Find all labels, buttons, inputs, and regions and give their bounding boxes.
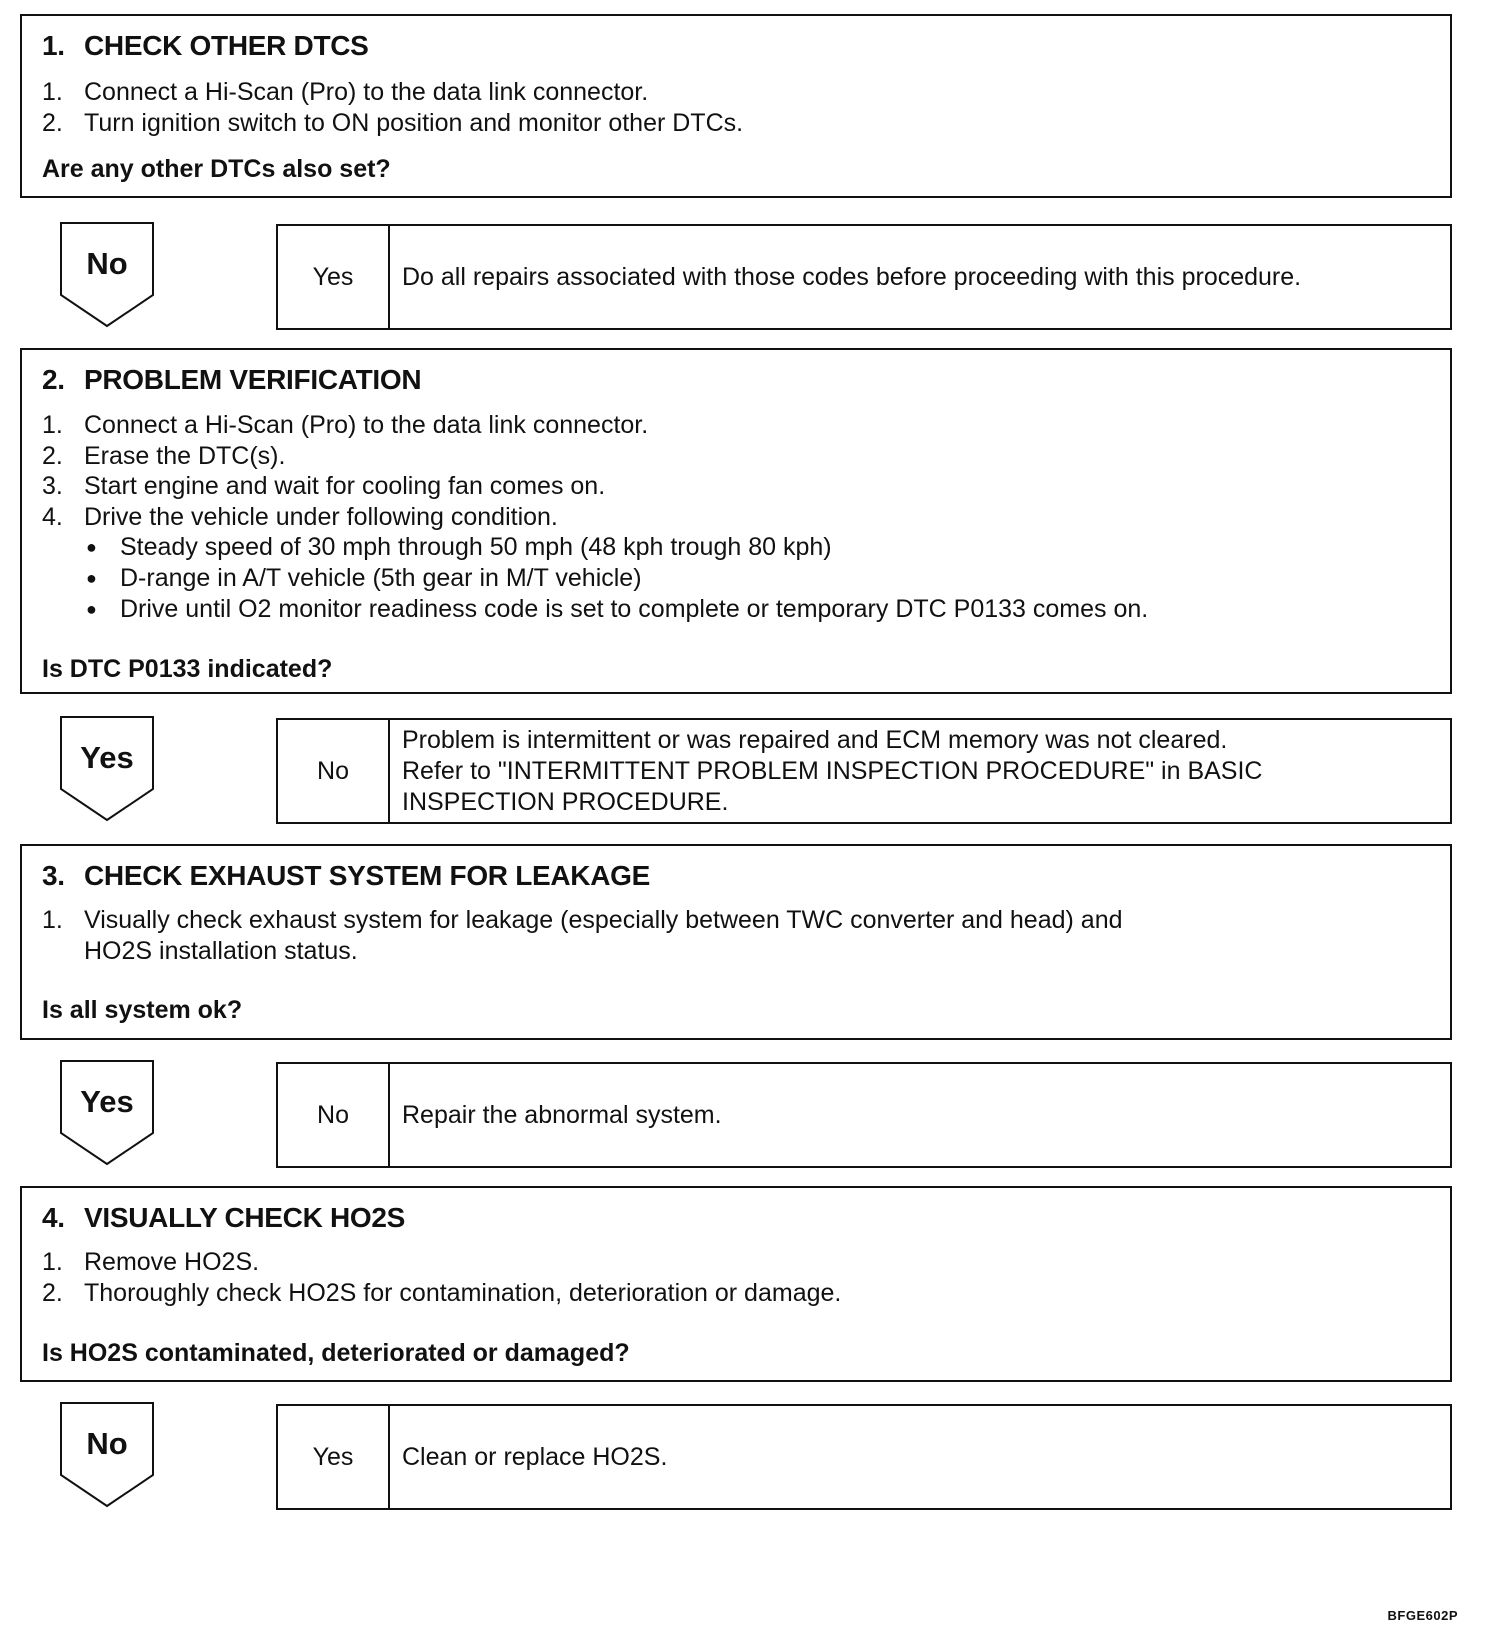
bullet-dot-icon: ●	[86, 568, 97, 588]
step-1-box	[20, 14, 1452, 198]
step-4-continue-label: No	[86, 1426, 128, 1461]
step-2-branch-action	[402, 720, 1440, 822]
step-1-item-1: 1. Connect a Hi-Scan (Pro) to the data link connector.	[42, 78, 649, 106]
step-4-question: Is HO2S contaminated, deteriorated or damaged?	[42, 1339, 630, 1367]
step-4-branch-answer: Yes	[278, 1406, 390, 1508]
step-4-box	[20, 1186, 1452, 1382]
step-3-branch-action: Repair the abnormal system.	[402, 1100, 722, 1129]
step-1-title: 1. CHECK OTHER DTCS	[42, 30, 369, 61]
figure-code: BFGE602P	[1387, 1608, 1458, 1623]
step-4-branch	[276, 1404, 1452, 1510]
step-3-box	[20, 844, 1452, 1040]
step-3-question: Is all system ok?	[42, 996, 243, 1024]
step-2-item-3: 3. Start engine and wait for cooling fan comes on.	[42, 472, 606, 500]
step-1-branch	[276, 224, 1452, 330]
step-3-continue-label: Yes	[80, 1084, 134, 1119]
step-2-box	[20, 348, 1452, 694]
step-2-branch-action-line-3: INSPECTION PROCEDURE.	[402, 787, 729, 816]
bullet-dot-icon: ●	[86, 599, 97, 619]
step-2-question: Is DTC P0133 indicated?	[42, 655, 333, 683]
step-4-continue-arrow	[60, 1402, 154, 1508]
step-3-item-1-continued: HO2S installation status.	[84, 937, 358, 965]
step-2-continue-label: Yes	[80, 740, 134, 775]
step-4-item-2: 2. Thoroughly check HO2S for contamination, deterioration or damage.	[42, 1279, 842, 1307]
step-1-continue-arrow	[60, 222, 154, 328]
step-2-branch-action-line-2: Refer to "INTERMITTENT PROBLEM INSPECTION PROCEDURE" in BASIC	[402, 756, 1263, 785]
step-3-title: 3. CHECK EXHAUST SYSTEM FOR LEAKAGE	[42, 860, 650, 891]
step-1-branch-action: Do all repairs associated with those codes before proceeding with this procedure.	[402, 262, 1302, 291]
step-2-bullet-3: ● Drive until O2 monitor readiness code is set to complete or temporary DTC P0133 comes on.	[86, 595, 1149, 623]
step-3-branch	[276, 1062, 1452, 1168]
step-4-title: 4. VISUALLY CHECK HO2S	[42, 1202, 406, 1233]
step-2-branch-action-line-1: Problem is intermittent or was repaired and ECM memory was not cleared.	[402, 725, 1228, 754]
step-4-item-1: 1. Remove HO2S.	[42, 1248, 260, 1276]
step-2-item-4: 4. Drive the vehicle under following condition.	[42, 503, 558, 531]
step-1-item-2: 2. Turn ignition switch to ON position and monitor other DTCs.	[42, 109, 744, 137]
step-1-continue-label: No	[86, 246, 128, 281]
step-2-item-2: 2. Erase the DTC(s).	[42, 442, 286, 470]
step-2-item-1: 1. Connect a Hi-Scan (Pro) to the data link connector.	[42, 411, 649, 439]
step-2-continue-arrow	[60, 716, 154, 822]
bullet-dot-icon: ●	[86, 537, 97, 557]
step-3-item-1: 1. Visually check exhaust system for leakage (especially between TWC converter and head) and	[42, 906, 1123, 934]
step-2-bullet-1: ● Steady speed of 30 mph through 50 mph (48 kph trough 80 kph)	[86, 533, 832, 561]
step-3-continue-arrow	[60, 1060, 154, 1166]
step-2-branch-answer: No	[278, 720, 390, 822]
step-1-question: Are any other DTCs also set?	[42, 155, 391, 183]
step-2-bullet-2: ● D-range in A/T vehicle (5th gear in M/T vehicle)	[86, 564, 642, 592]
step-2-title: 2. PROBLEM VERIFICATION	[42, 364, 422, 395]
step-1-branch-answer: Yes	[278, 226, 390, 328]
step-2-branch	[276, 718, 1452, 824]
step-3-branch-answer: No	[278, 1064, 390, 1166]
step-4-branch-action: Clean or replace HO2S.	[402, 1442, 668, 1471]
